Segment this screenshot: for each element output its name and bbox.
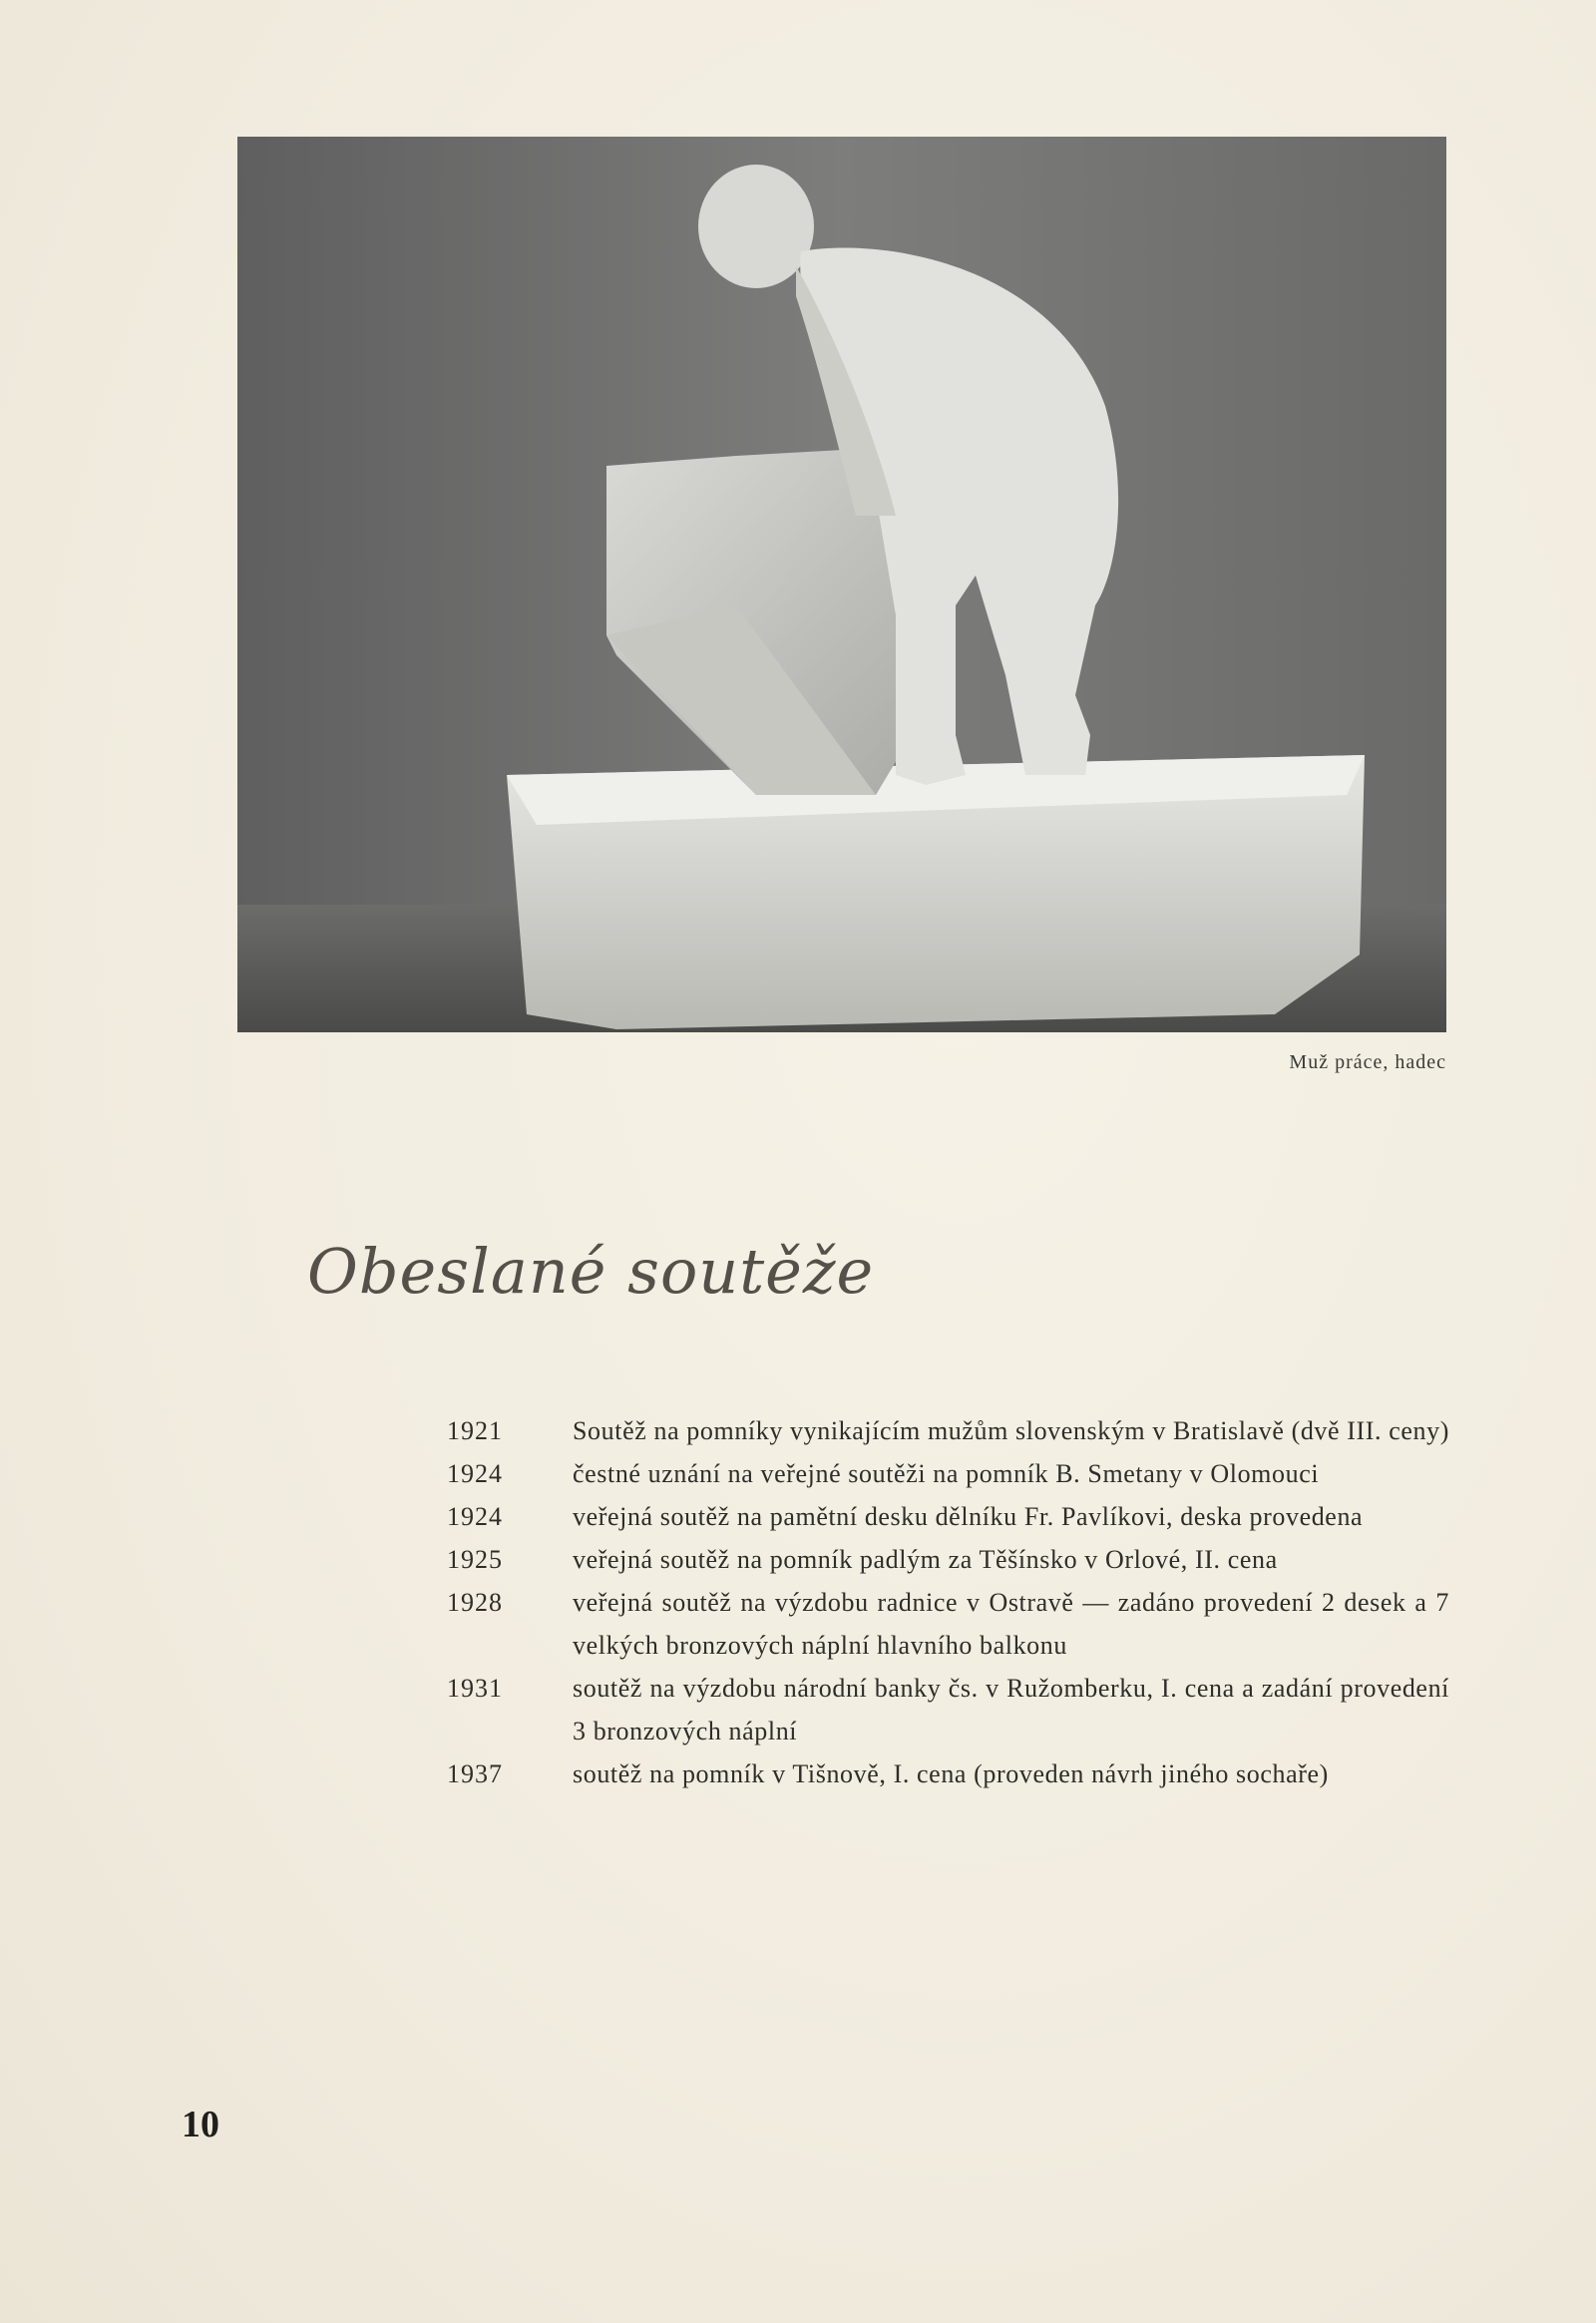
competition-year: 1924 bbox=[447, 1459, 503, 1488]
competition-text: Soutěž na pomníky vynikajícím mužům slovenským v Bratislavě (dvě III. ceny) bbox=[573, 1416, 1449, 1445]
list-item bbox=[447, 1581, 1449, 1667]
competition-text: veřejná soutěž na pomník padlým za Těšínsko v Orlové, II. cena bbox=[573, 1545, 1278, 1574]
competition-text: veřejná soutěž na pamětní desku dělníku Fr. Pavlíkovi, deska provedena bbox=[573, 1502, 1364, 1531]
list-item bbox=[447, 1495, 1449, 1538]
competition-year: 1928 bbox=[447, 1588, 503, 1617]
list-item bbox=[447, 1752, 1449, 1795]
competition-text: soutěž na výzdobu národní banky čs. v Ružomberku, I. cena a zadání provedení 3 bronzových náplní bbox=[573, 1674, 1449, 1745]
competition-year: 1931 bbox=[447, 1674, 503, 1703]
competition-year: 1925 bbox=[447, 1545, 503, 1574]
list-item bbox=[447, 1538, 1449, 1581]
competition-list bbox=[447, 1409, 1449, 1795]
sculpture-photo bbox=[237, 137, 1446, 1032]
photo-caption: Muž práce, hadec bbox=[1289, 1051, 1446, 1073]
list-item bbox=[447, 1409, 1449, 1452]
list-item bbox=[447, 1452, 1449, 1495]
competition-year: 1921 bbox=[447, 1416, 503, 1445]
competition-text: veřejná soutěž na výzdobu radnice v Ostravě — zadáno provedení 2 desek a 7 velkých bronzových náplní hlavního balkonu bbox=[573, 1588, 1449, 1660]
competition-text: čestné uznání na veřejné soutěži na pomník B. Smetany v Olomouci bbox=[573, 1459, 1320, 1488]
competition-year: 1937 bbox=[447, 1759, 503, 1788]
competition-text: soutěž na pomník v Tišnově, I. cena (proveden návrh jiného sochaře) bbox=[573, 1759, 1329, 1788]
sculpture-illustration bbox=[237, 137, 1446, 1032]
section-title: Obeslané soutěže bbox=[307, 1235, 875, 1308]
page-number: 10 bbox=[182, 2104, 219, 2145]
competition-year: 1924 bbox=[447, 1502, 503, 1531]
list-item bbox=[447, 1667, 1449, 1752]
